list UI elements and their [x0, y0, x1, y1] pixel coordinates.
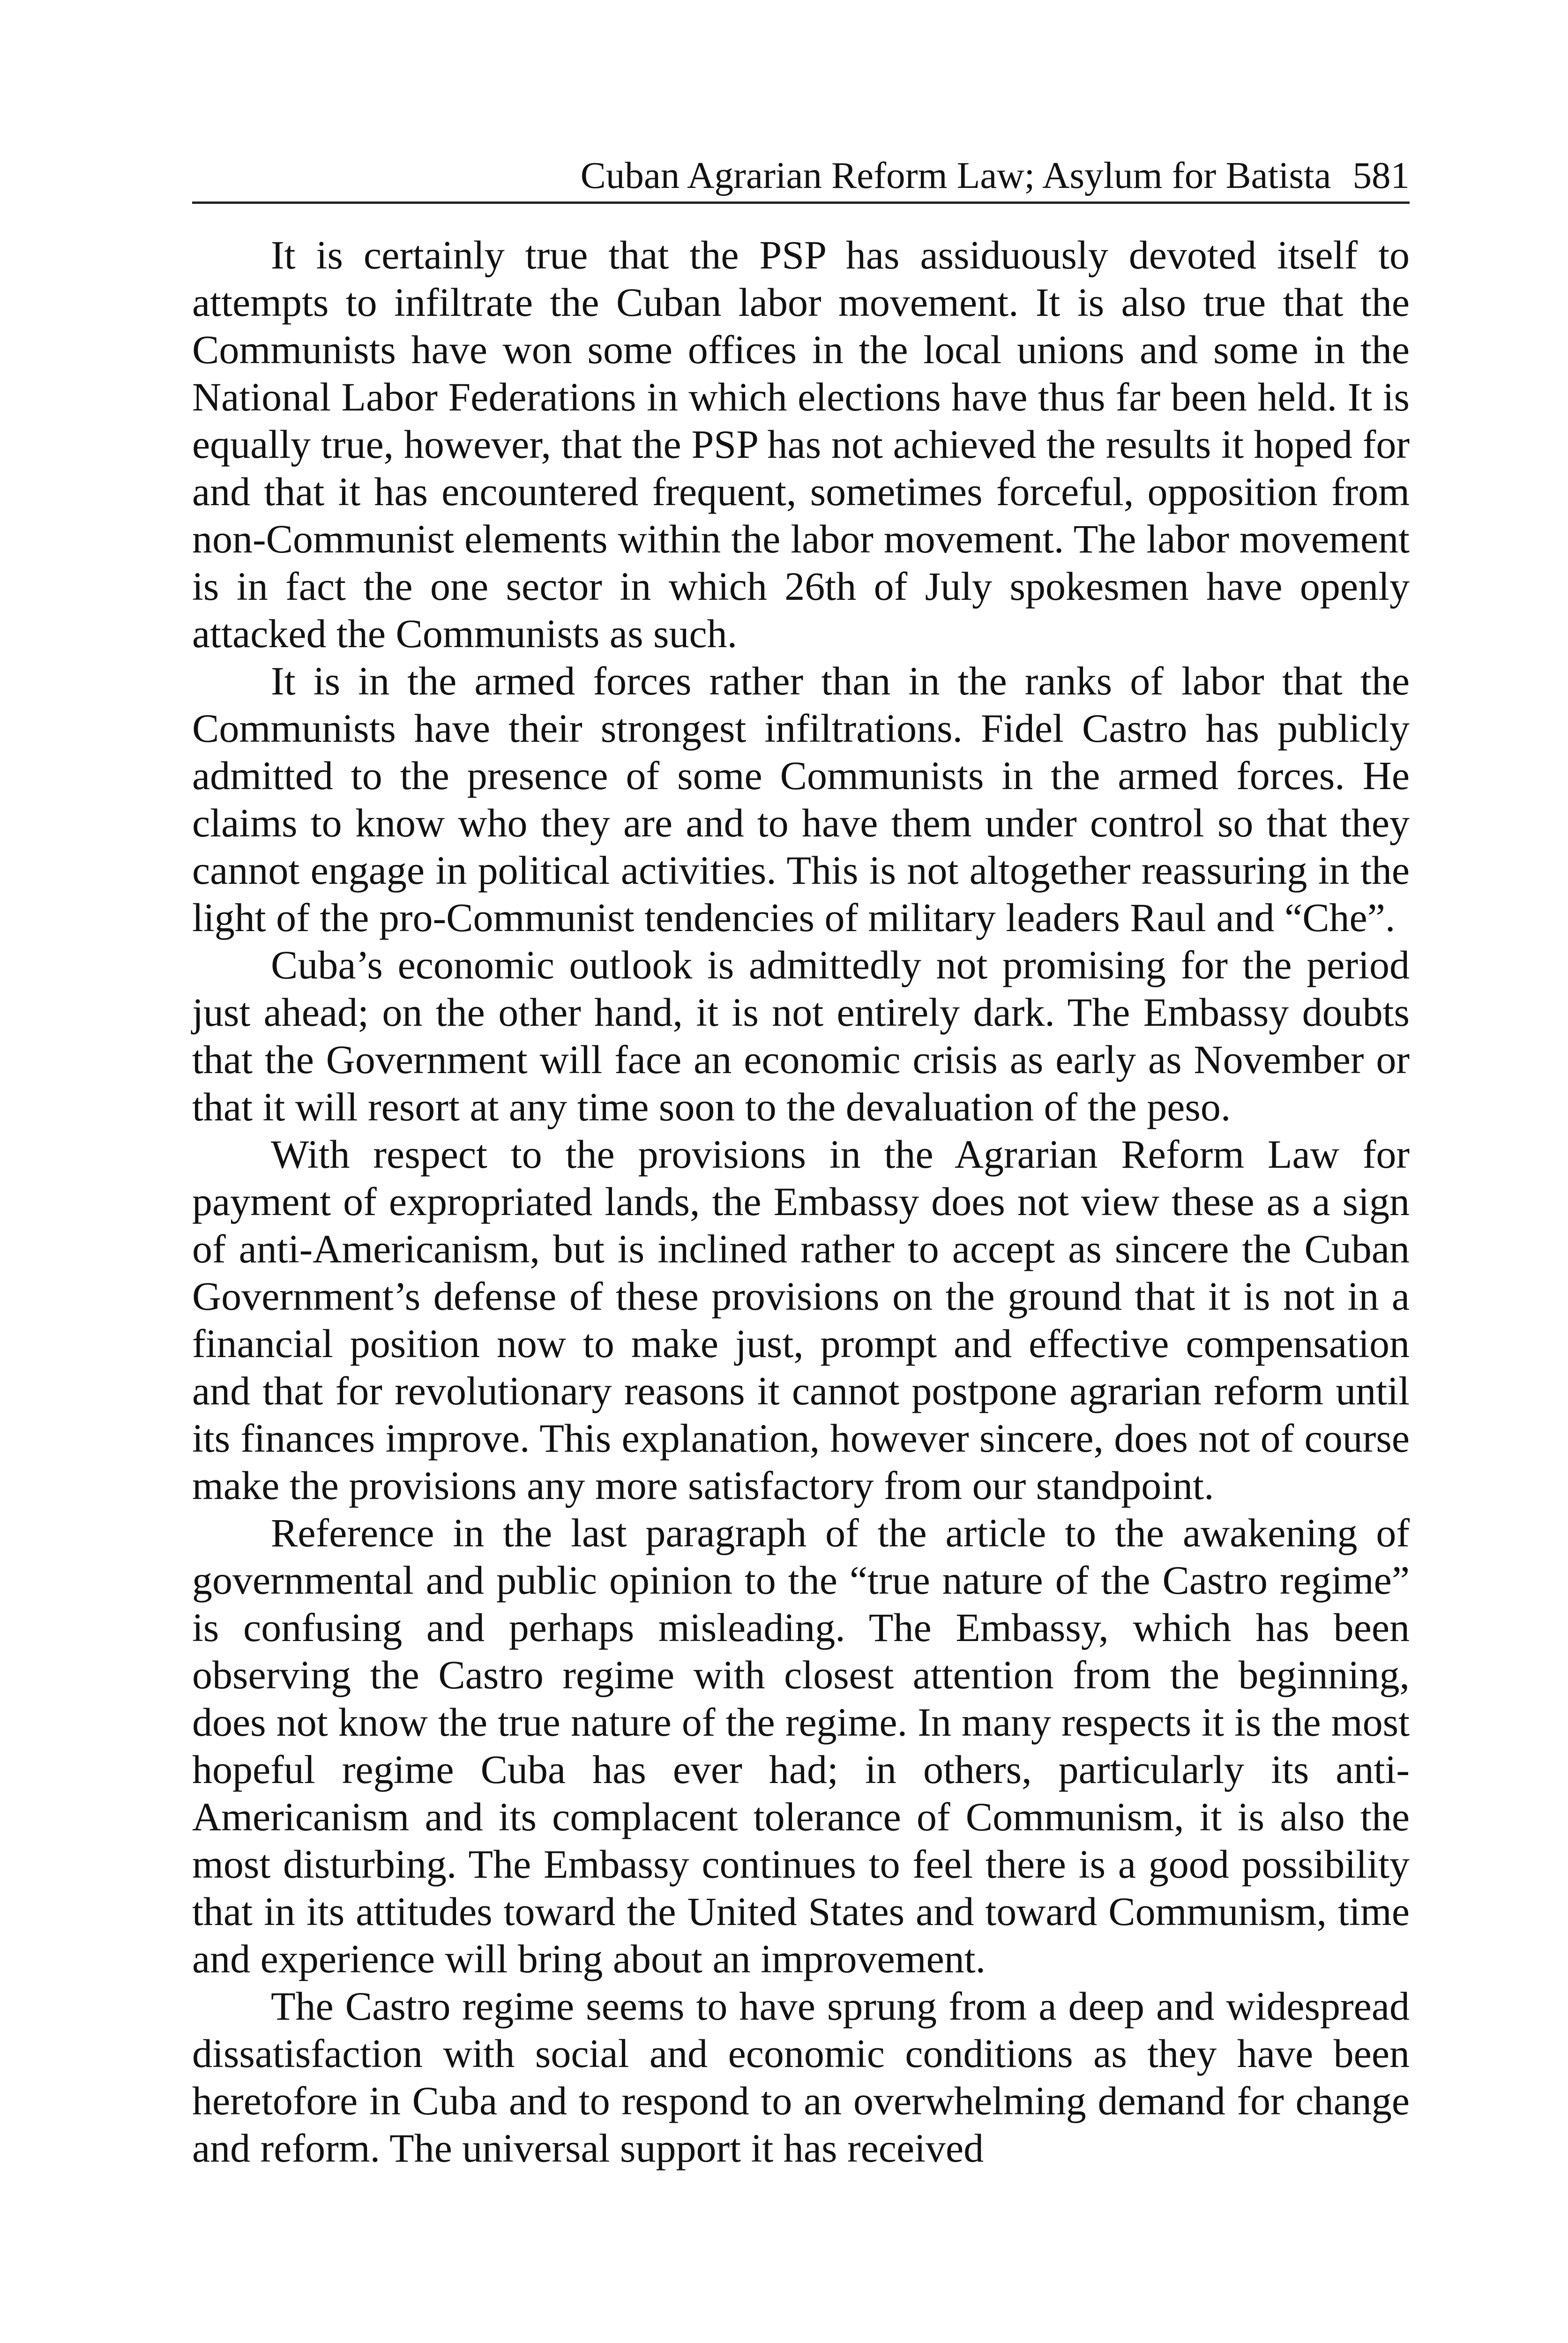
- running-title: Cuban Agrarian Reform Law; Asylum for Batista: [580, 154, 1331, 196]
- paragraph-economic-outlook: Cuba’s economic outlook is admittedly not promising for the period just ahead; on the other hand, it is not entirely dark. The Embassy doubts that the Government will face an economic crisis as early as November or that it will resort at any time soon to the devaluation of the peso.: [192, 942, 1410, 1129]
- body-text: [192, 231, 1410, 2172]
- running-header: [192, 149, 1410, 204]
- paragraph-castro-regime-origins: The Castro regime seems to have sprung from a deep and widespread dissatisfaction with social and economic conditions as they have been heretofore in Cuba and to respond to an overwhelming demand for change and reform. The universal support it has received: [192, 1984, 1410, 2171]
- paragraph-castro-regime-nature: Reference in the last paragraph of the article to the awakening of governmental and public opinion to the “true nature of the Castro regime” is confusing and perhaps misleading. The Embassy, which has been observing the Castro regime with closest attention from the beginning, does not know the true nature of the regime. In many respects it is the most hopeful regime Cuba has ever had; in others, particularly its anti-Americanism and its complacent tolerance of Communism, it is also the most disturbing. The Embassy continues to feel there is a good possibility that in its attitudes toward the United States and toward Communism, time and experience will bring about an improvement.: [192, 1510, 1410, 1981]
- paragraph-labor-movement: It is certainly true that the PSP has assiduously devoted itself to attempts to infiltrate the Cuban labor movement. It is also true that the Communists have won some offices in the local unions and some in the National Labor Federations in which elections have thus far been held. It is equally true, however, that the PSP has not achieved the results it hoped for and that it has encountered frequent, sometimes forceful, opposition from non-Communist elements within the labor movement. The labor movement is in fact the one sector in which 26th of July spokesmen have openly attacked the Communists as such.: [192, 232, 1410, 656]
- page-number: 581: [1352, 154, 1410, 196]
- paragraph-agrarian-reform: With respect to the provisions in the Agrarian Reform Law for payment of expropriated lands, the Embassy does not view these as a sign of anti-Americanism, but is inclined rather to accept as sincere the Cuban Government’s defense of these provisions on the ground that it is not in a financial position now to make just, prompt and effective compensation and that for revolutionary reasons it cannot postpone agrarian reform until its finances improve. This explanation, however sincere, does not of course make the provisions any more satisfactory from our standpoint.: [192, 1132, 1410, 1508]
- paragraph-armed-forces: It is in the armed forces rather than in the ranks of labor that the Communists have their strongest infiltrations. Fidel Castro has publicly admitted to the presence of some Communists in the armed forces. He claims to know who they are and to have them under control so that they cannot engage in political activities. This is not altogether reassuring in the light of the pro-Communist tendencies of military leaders Raul and “Che”.: [192, 658, 1410, 940]
